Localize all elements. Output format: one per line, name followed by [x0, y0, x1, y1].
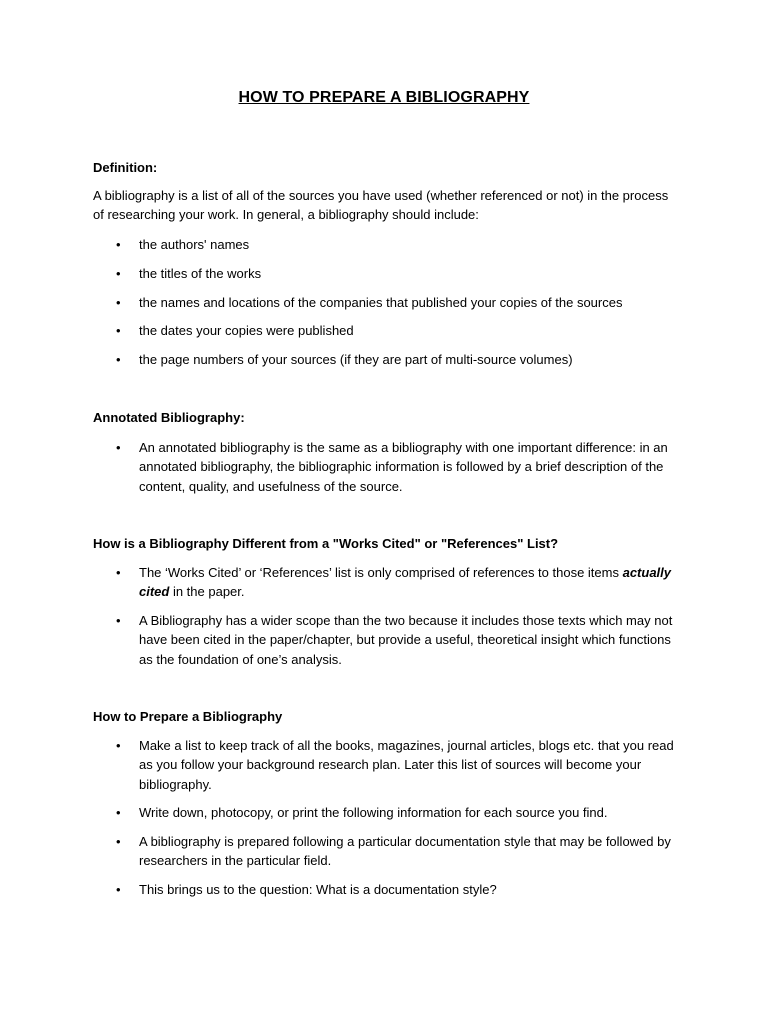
- list-item: [93, 880, 682, 899]
- list-item: [93, 293, 682, 312]
- bullet-icon: •: [116, 265, 121, 281]
- bullet-icon: •: [116, 613, 121, 629]
- list-item: [93, 563, 682, 602]
- definition-section: [93, 158, 682, 225]
- list-item-text: the dates your copies were published: [139, 323, 354, 339]
- annotated-section: [93, 408, 682, 427]
- difference-list: [93, 563, 682, 669]
- list-item-text-prefix: The ‘Works Cited’ or ‘References’ list is only comprised of references to those items: [139, 565, 623, 580]
- list-item: [93, 438, 682, 496]
- list-item: [93, 235, 682, 254]
- list-item: [93, 350, 682, 369]
- list-item-text-suffix: in the paper.: [169, 584, 245, 600]
- list-item: [93, 832, 682, 871]
- list-item-text: This brings us to the question: What is a documentation style?: [139, 882, 497, 898]
- list-item-text: A Bibliography has a wider scope than the two because it includes those texts which may not have been cited in the paper/chapter, but provide a useful, theoretical insight which functions as the foundation of one’s analysis.: [139, 613, 673, 667]
- list-item-text: the page numbers of your sources (if they are part of multi-source volumes): [139, 352, 573, 368]
- definition-paragraph: A bibliography is a list of all of the sources you have used (whether referenced or not) in the process of researching your work. In general, a bibliography should include:: [93, 188, 669, 223]
- definition-list: [93, 235, 682, 369]
- annotated-list: [93, 438, 682, 496]
- bullet-icon: •: [116, 565, 121, 580]
- page-title: HOW TO PREPARE A BIBLIOGRAPHY: [238, 89, 530, 106]
- list-item-text: A bibliography is prepared following a particular documentation style that may be followed by researchers in the particular field.: [139, 834, 671, 869]
- list-item-text: the titles of the works: [139, 265, 262, 281]
- list-item-text: Write down, photocopy, or print the following information for each source you find.: [139, 805, 608, 821]
- list-item-text: the names and locations of the companies that published your copies of the sources: [139, 294, 623, 310]
- bullet-icon: •: [116, 323, 121, 339]
- bullet-icon: •: [116, 352, 121, 368]
- prepare-list: [93, 736, 682, 900]
- bullet-icon: •: [116, 882, 121, 898]
- bullet-icon: •: [116, 805, 121, 821]
- prepare-heading: How to Prepare a Bibliography: [93, 709, 283, 724]
- list-item: [93, 611, 682, 669]
- list-item-text: the authors' names: [139, 237, 250, 252]
- annotated-heading: Annotated Bibliography:: [93, 410, 245, 425]
- list-item: [93, 803, 682, 822]
- bullet-icon: •: [116, 294, 121, 310]
- difference-section: [93, 534, 682, 553]
- list-item: [93, 321, 682, 340]
- bullet-icon: •: [116, 834, 121, 850]
- bullet-icon: •: [116, 440, 121, 455]
- list-item-text: Make a list to keep track of all the books, magazines, journal articles, blogs etc. that you read as you follow your background research plan. Later this list of sources will become your bibliography.: [139, 738, 674, 792]
- list-item-text: An annotated bibliography is the same as a bibliography with one important difference: in an annotated bibliography, the bibliographic information is followed by a brief description of the content, quality, and usefulness of the source.: [139, 440, 668, 494]
- difference-heading: How is a Bibliography Different from a "Works Cited" or "References" List?: [93, 536, 559, 551]
- emphasis-text: actually cited: [139, 565, 672, 600]
- bullet-icon: •: [116, 237, 121, 252]
- prepare-section: [93, 707, 682, 726]
- list-item: [93, 264, 682, 283]
- bullet-icon: •: [116, 738, 121, 753]
- list-item: [93, 736, 682, 794]
- definition-heading: Definition:: [93, 160, 158, 175]
